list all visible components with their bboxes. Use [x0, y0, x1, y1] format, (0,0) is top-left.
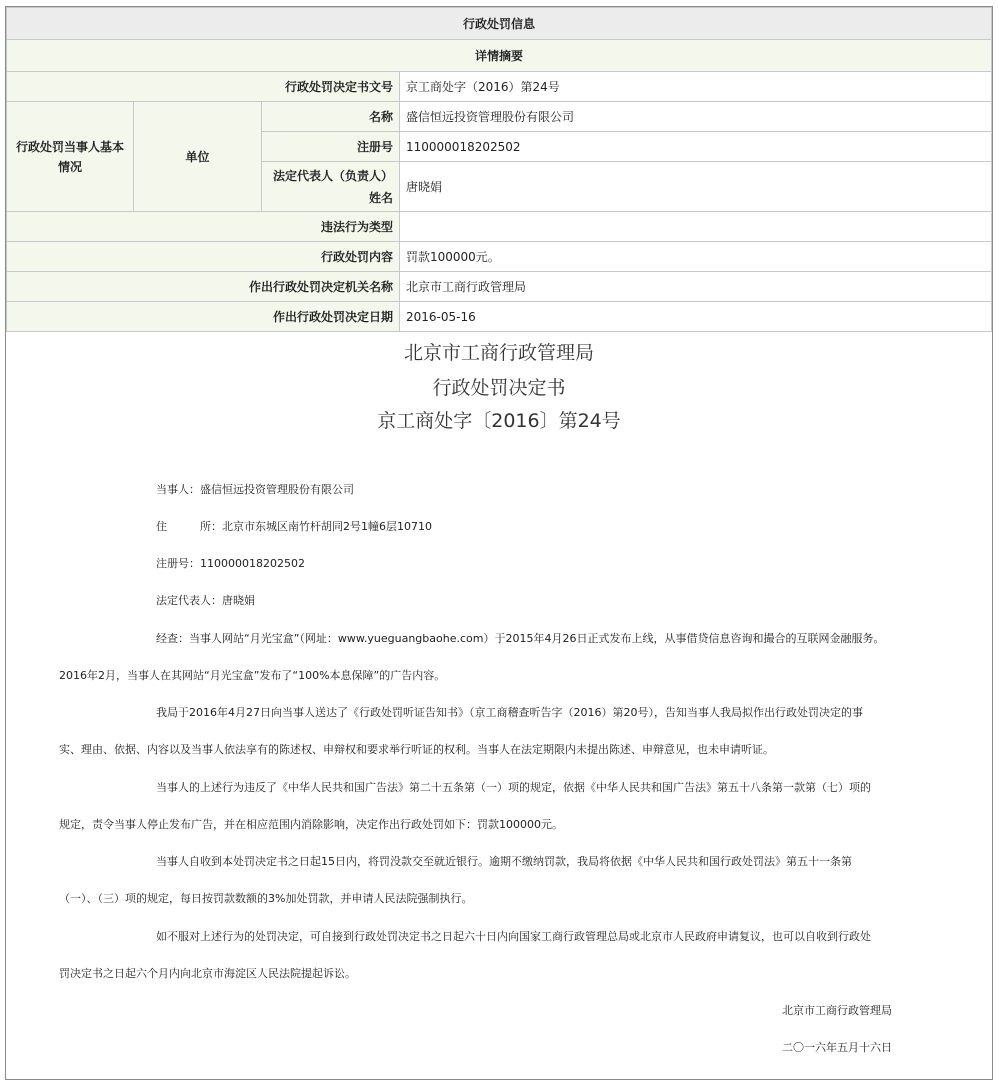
reg-value: 110000018202502 — [400, 132, 992, 162]
reg-label: 注册号 — [262, 132, 400, 162]
doc-line-reg: 注册号：110000018202502 — [156, 557, 305, 570]
penalty-info-panel — [5, 6, 993, 1080]
doc-line: 当事人的上述行为违反了《中华人民共和国广告法》第二十五条第（一）项的规定，依据《中华人民共和国广告法》第五十八条第一款第（七）项的 — [156, 781, 871, 794]
document-heading-authority: 北京市工商行政管理局 — [403, 342, 594, 364]
summary-title: 详情摘要 — [7, 40, 992, 72]
name-value: 盛信恒远投资管理股份有限公司 — [400, 102, 992, 132]
type-label: 违法行为类型 — [7, 212, 400, 242]
doc-line-party: 当事人：盛信恒远投资管理股份有限公司 — [156, 483, 354, 496]
doc-line-rep: 法定代表人：唐晓娟 — [156, 594, 255, 607]
table-row — [7, 212, 992, 242]
info-table — [6, 7, 992, 332]
doc-line: 规定，责令当事人停止发布广告，并在相应范围内消除影响，决定作出行政处罚如下：罚款100000元。 — [59, 818, 563, 831]
table-row — [7, 272, 992, 302]
title-row — [7, 8, 992, 40]
doc-line: 2016年2月，当事人在其网站“月光宝盒”发布了“100%本息保障”的广告内容。 — [59, 669, 446, 682]
doc-line-address: 住 所：北京市东城区南竹杆胡同2号1幢6层10710 — [156, 520, 432, 533]
authority-label: 作出行政处罚决定机关名称 — [7, 272, 400, 302]
doc-line: 经查：当事人网站“月光宝盒”（网址：www.yueguangbaohe.com）于2015年4月26日正式发布上线，从事借贷信息咨询和撮合的互联网金融服务。 — [156, 632, 885, 645]
party-group-label: 行政处罚当事人基本情况 — [7, 102, 134, 212]
doc-line: 实、理由、依据、内容以及当事人依法享有的陈述权、申辩权和要求举行听证的权利。当事人在法定期限内未提出陈述、申辩意见，也未申请听证。 — [59, 743, 774, 756]
rep-label: 法定代表人（负责人）姓名 — [262, 162, 400, 212]
doc-no-label: 行政处罚决定书文号 — [7, 72, 400, 102]
content-label: 行政处罚内容 — [7, 242, 400, 272]
document-heading-type: 行政处罚决定书 — [432, 377, 566, 399]
rep-value: 唐晓娟 — [400, 162, 992, 212]
doc-no-value: 京工商处字（2016）第24号 — [400, 72, 992, 102]
decision-document — [6, 332, 992, 1070]
document-heading-number: 京工商处字〔2016〕第24号 — [377, 410, 621, 432]
content-value: 罚款100000元。 — [400, 242, 992, 272]
authority-value: 北京市工商行政管理局 — [400, 272, 992, 302]
summary-row — [7, 40, 992, 72]
panel-title: 行政处罚信息 — [7, 8, 992, 40]
name-label: 名称 — [262, 102, 400, 132]
date-label: 作出行政处罚决定日期 — [7, 302, 400, 332]
doc-line: 罚决定书之日起六个月内向北京市海淀区人民法院提起诉讼。 — [59, 967, 356, 980]
type-value — [400, 212, 992, 242]
table-row — [7, 242, 992, 272]
doc-line: 我局于2016年4月27日向当事人送达了《行政处罚听证告知书》（京工商稽查听告字（2016）第20号），告知当事人我局拟作出行政处罚决定的事 — [156, 706, 863, 719]
date-value: 2016-05-16 — [400, 302, 992, 332]
unit-label: 单位 — [134, 102, 262, 212]
table-row — [7, 102, 992, 132]
doc-line: 当事人自收到本处罚决定书之日起15日内，将罚没款交至就近银行。逾期不缴纳罚款，我局将依据《中华人民共和国行政处罚法》第五十一条第 — [156, 855, 852, 868]
doc-line: 如不服对上述行为的处罚决定，可自接到行政处罚决定书之日起六十日内向国家工商行政管理总局或北京市人民政府申请复议，也可以自收到行政处 — [156, 930, 871, 943]
doc-sign-date: 二〇一六年五月十六日 — [782, 1041, 892, 1054]
table-row — [7, 72, 992, 102]
table-row — [7, 302, 992, 332]
doc-signature: 北京市工商行政管理局 — [782, 1004, 892, 1017]
doc-line: （一）、（三）项的规定，每日按罚款数额的3%加处罚款，并申请人民法院强制执行。 — [59, 892, 473, 905]
